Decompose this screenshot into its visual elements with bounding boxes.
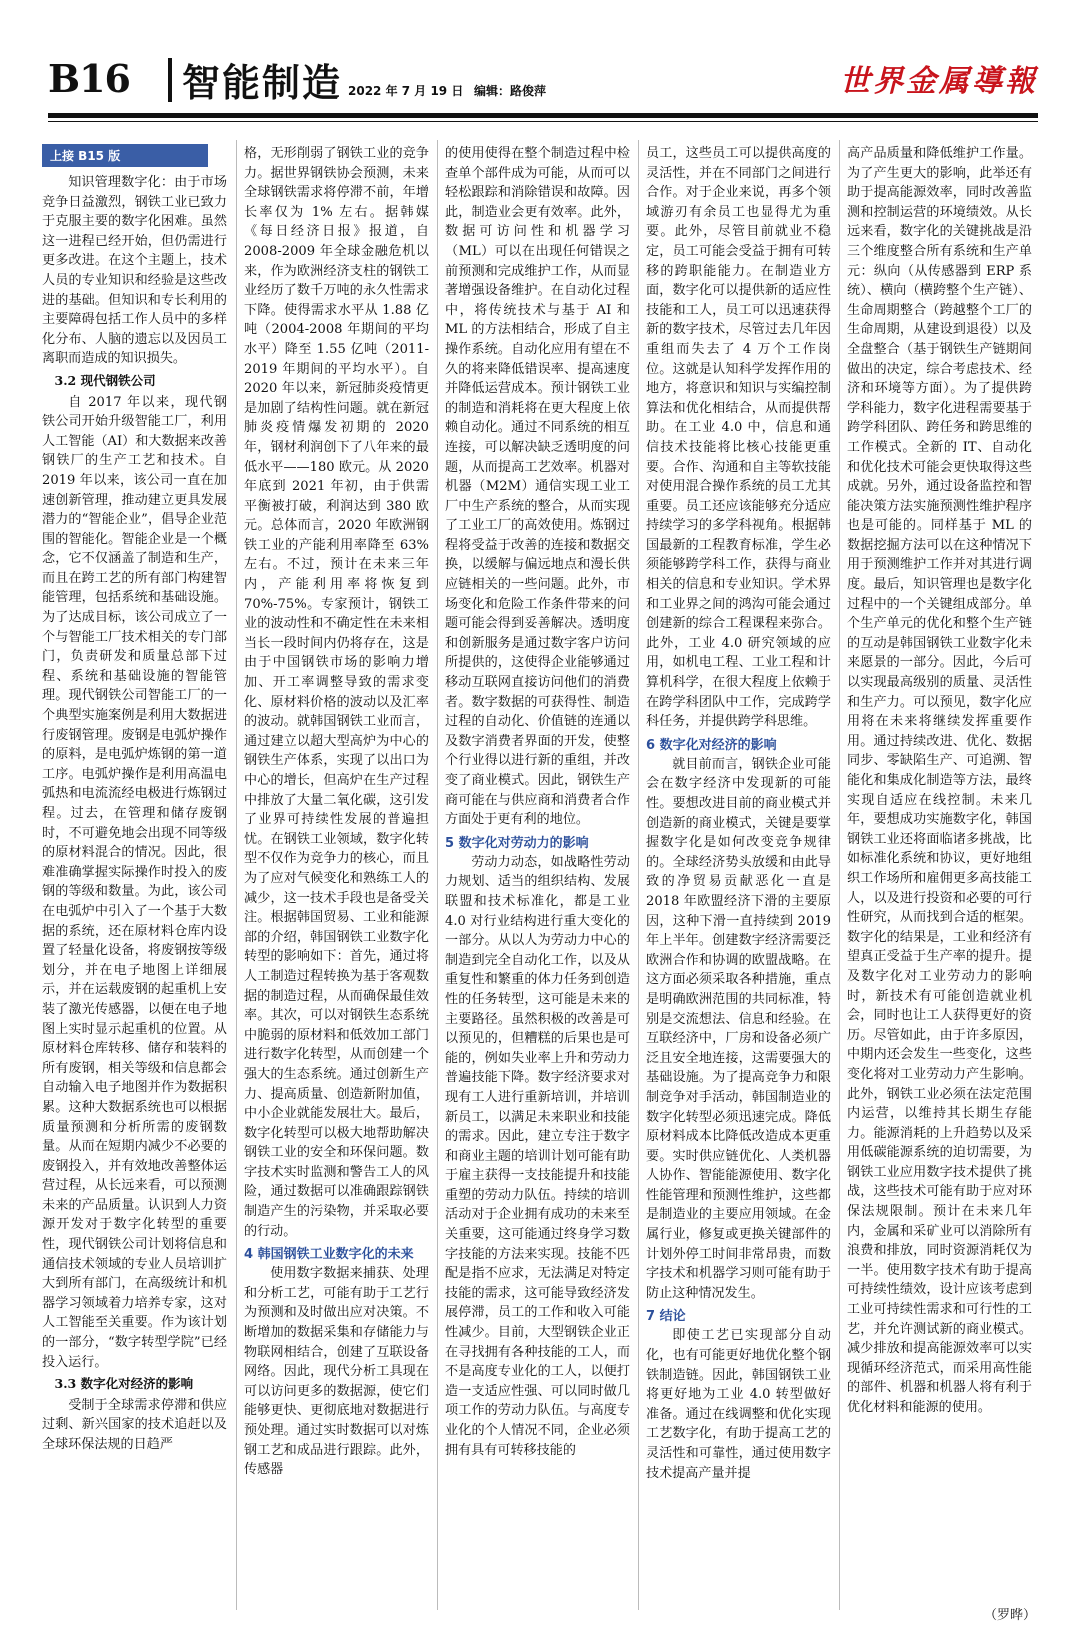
article-column-2 [244,144,429,1624]
continued-from-badge: 上接 B15 版 [42,144,208,167]
editor-credit: 编辑：路俊萍 [474,84,547,98]
paragraph: 受制于全球需求停滞和供应过剩、新兴国家的技术追赶以及全球环保法规的日趋严 [42,1397,227,1452]
paragraph: 劳动力动态，如战略性劳动力规划、适当的组织结构、发展联盟和技术标准化，都是工业 4.0 对行业结构进行重大变化的一部分。从以人为劳动力中心的制造到完全自动化工作，以及从重复性和繁重的体力任务到创造性的任务转型，这可能是未来的主要路径。虽然积极的改善是可以预见的，但糟糕的后果也是可能的，例如失业率上升和劳动力普遍技能下降。数字经济要求对现有工人进行重新培训，并培训新员工，以满足未来职业和技能的需求。因此，建立专注于数字和商业主题的培训计划可能有助于雇主获得一支技能提升和技能重塑的劳动力队伍。持续的培训活动对于企业拥有成功的未来至关重要，这可能通过终身学习数字技能的方法来实现。技能不匹配是指不应求，无法满足对特定技能的需求，这可能导致经济发展停滞，员工的工作和收入可能性减少。目前，大型钢铁企业正在寻找拥有各种技能的工人，而不是高度专业化的工人，以便打造一支适应性强、可以同时做几项工作的劳动力队伍。与高度专业化的个人情况不同，企业必须拥有具有可转移技能的 [445,854,630,1458]
subheading-3-3: 3.3 数字化对经济的影响 [54,1376,194,1392]
article-column-1 [42,144,227,1624]
paragraph: 自 2017 年以来，现代钢铁公司开始升级智能工厂，利用人工智能（AI）和大数据来改善钢铁厂的生产工艺和技术。自 2019 年以来，该公司一直在加速创新管理，推动建立更具发展潜力的“智能企业”，倡导企业范围的智能化。智能企业是一个概念，它不仅涵盖了制造和生产，而且在跨工艺的所有部门构建智能管理，包括系统和基础设施。为了达成目标，该公司成立了一个与智能工厂技术相关的专门部门，负责研发和质量总部下过程、系统和基础设施的智能管理。现代钢铁公司智能工厂的一个典型实施案例是利用大数据进行废钢管理。废钢是电弧炉操作的原料，是电弧炉炼钢的第一道工序。电弧炉操作是利用高温电弧热和电流流经电极进行炼钢过程。过去，在管理和储存废钢时，不可避免地会出现不同等级的原材料混合的情况。因此，很难准确掌握实际操作时投入的废钢的等级和数量。为此，该公司在电弧炉中引入了一个基于大数据的系统，还在原材料仓库内设置了轻量化设备，将废钢按等级划分，并在电子地图上详细展示，并在运载废钢的起重机上安装了激光传感器，以便在电子地图上实时显示起重机的位置。从原材料仓库转移、储存和装料的所有废钢，相关等级和信息都会自动输入电子地图并作为数据积累。这种大数据系统也可以根据质量预测和分析所需的废钢数量。从而在短期内减少不必要的废钢投入，并有效地改善整体运营过程，从长远来看，可以预测未来的产品质量。认识到人力资源开发对于数字化转型的重要性，现代钢铁公司计划将信息和通信技术领域的专业人员培训扩大到所有部门，在高级统计和机器学习领域着力培养专家，这对人工智能至关重要。作为该计划的一部分，“数字转型学院”已经投入运行。 [42,394,227,1370]
section-title: 智能制造 [182,61,343,105]
paragraph: 员工，这些员工可以提供高度的灵活性，并在不同部门之间进行合作。对于企业来说，再多个领域游刃有余员工也显得尤为重要。此外，尽管目前就业不稳定，员工可能会受益于拥有可转移的跨职能能力。在制造业方面，数字化可以提供新的适应性技能和工人，员工可以迅速获得新的数字技术，尽管过去几年因重组而失去了 4 万个工作岗位。这就是认知科学发挥作用的地方，将意识和知识与实编控制算法和优化相结合，从而提供帮助。在工业 4.0 中，信息和通信技术技能将比核心技能更重要。合作、沟通和自主等软技能对使用混合操作系统的员工尤其重要。员工还应该能够充分适应持续学习的多学科视角。根据韩国最新的工程教育标准，学生必须能够跨学科工作，获得与商业相关的信息和专业知识。学术界和工业界之间的鸿沟可能会通过创建新的综合工程课程来弥合。此外，工业 4.0 研究领域的应用，如机电工程、工业工程和计算机科学，在很大程度上依赖于在跨学科团队中工作，完成跨学科任务，并提供跨学科思维。 [646,146,831,730]
section-heading-7: 7 结论 [646,1309,686,1325]
article-column-5 [847,144,1032,1624]
column-divider [236,140,237,1610]
paragraph: 使用数字数据来捕获、处理和分析工艺，可能有助于工艺行为预测和及时做出应对决策。不断增加的数据采集和存储能力与物联网相结合，创建了互联设备网络。因此，现代分析工具现在可以访问更多的数据源，使它们能够更快、更彻底地对数据进行预处理。通过实时数据可以对炼钢工艺和成品进行跟踪。此外，传感器 [244,1266,429,1478]
issue-date: 2022 年 7 月 19 日 [348,84,464,98]
column-divider [437,140,438,1610]
page-number: B16 [48,56,130,101]
column-divider [839,140,840,1610]
subheading-3-2: 3.2 现代钢铁公司 [54,372,156,388]
section-heading-5: 5 数字化对劳动力的影响 [445,835,589,851]
article-column-3 [445,144,630,1624]
paragraph: 即使工艺已实现部分自动化，也有可能更好地优化整个钢铁制造链。因此，韩国钢铁工业将更好地为工业 4.0 转型做好准备。通过在线调整和优化实现工艺数字化，有助于提高工艺的灵活性和可靠性，通过使用数字技术提高产量并提 [646,1328,831,1481]
article-column-4 [646,144,831,1624]
paragraph: 高产品质量和降低维护工作量。为了产生更大的影响，此举还有助于提高能源效率，同时改善监测和控制运营的环境绩效。从长远来看，数字化的关键挑战是沿三个维度整合所有系统和生产单元：纵向（从传感器到 ERP 系统）、横向（横跨整个生产链）、生命周期整合（跨越整个工厂的生命周期，从建设到退役）以及全盘整合（基于钢铁生产链期间做出的决定，综合考虑技术、经济和环境等方面）。为了提供跨学科能力，数字化进程需要基于跨学科团队、跨任务和跨思维的工作模式。全新的 IT、自动化和优化技术可能会更快取得这些成就。另外，通过设备监控和智能决策方法实施预测性维护程序也是可能的。同样基于 ML 的数据挖掘方法可以在这种情况下用于预测维护工作并对其进行调度。最后，知识管理也是数字化过程中的一个关键组成部分。单个生产单元的优化和整个生产链的互动是韩国钢铁工业数字化未来愿景的一部分。因此，今后可以实现最高级别的质量、灵活性和生产力。可以预见，数字化应用将在未来将继续发挥重要作用。通过持续改进、优化、数据同步、零缺陷生产、可追溯、智能化和集成化制造等方法，最终实现自适应在线控制。未来几年，要想成功实施数字化，韩国钢铁工业还将面临诸多挑战，比如标准化系统和协议，更好地组织工作场所和雇佣更多高技能工人，以及进行投资和必要的可行性研究，从而找到合适的框架。数字化的结果是，工业和经济有望真正受益于生产率的提升。提及数字化对工业劳动力的影响时，新技术有可能创造就业机会，同时也让工人获得更好的资历。尽管如此，由于许多原因，中期内还会发生一些变化，这些变化将对工业劳动力产生影响。此外，钢铁工业必须在法定范围内运营，以维持其长期生存能力。能源消耗的上升趋势以及采用低碳能源系统的迫切需要，为钢铁工业应用数字技术提供了挑战，这些技术可能有助于应对环保法规限制。预计在未来几年内，金属和采矿业可以消除所有浪费和排放，同时资源消耗仅为一半。使用数字技术有助于提高可持续性绩效，设计应该考虑到工业可持续性需求和可行性的工艺，并允许测试新的商业模式。减少排放和提高能源效率可以实现循环经济范式，而采用高性能的部件、机器和机器人将有利于优化材料和能源的使用。 [847,146,1032,1415]
newspaper-logo: 世界金属導報 [840,64,1038,99]
section-heading-6: 6 数字化对经济的影响 [646,737,777,753]
paragraph: 格，无形削弱了钢铁工业的竞争力。据世界钢铁协会预测，未来全球钢铁需求将停滞不前，年增长率仅为 1% 左右。据韩媒《每日经济日报》报道，自 2008-2009 年全球金融危机以来，作为欧洲经济支柱的钢铁工业经历了数千万吨的永久性需求下降。使得需求水平从 1.88 亿吨（2004-2008 年期间的平均水平）降至 1.55 亿吨（2011-2019 年期间的平均水平）。自 2020 年以来，新冠肺炎疫情更是加剧了结构性问题。就在新冠肺炎疫情爆发初期的 2020 年，钢材利润创下了八年来的最低水平——180 欧元。从 2020 年底到 2021 年初，由于供需平衡被打破，利润达到 380 欧元。总体而言，2020 年欧洲钢铁工业的产能利用率降至 63% 左右。不过，预计在未来三年内，产能利用率将恢复到 70%-75%。专家预计，钢铁工业的波动性和不确定性在未来相当长一段时间内仍将存在，这是由于中国钢铁市场的影响力增加、开工率调整导致的需求变化、原材料价格的波动以及汇率的波动。就韩国钢铁工业而言，通过建立以超大型高炉为中心的钢铁生产体系，实现了以出口为中心的增长，但高炉在生产过程中排放了大量二氧化碳，这引发了业界可持续性发展的普遍担忧。在钢铁工业领域，数字化转型不仅作为竞争力的核心，而且为了应对气候变化和熟练工人的减少，这一技术手段也是备受关注。根据韩国贸易、工业和能源部的介绍，韩国钢铁工业数字化转型的影响如下：首先，通过将人工制造过程转换为基于客观数据的制造过程，从而确保最佳效率。其次，可以对钢铁生态系统中脆弱的原材料和低效加工部门进行数字化转型，从而创建一个强大的生态系统。通过创新生产力、提高质量、创造新附加值，中小企业就能发展壮大。最后，数字化转型可以极大地帮助解决钢铁工业的安全和环保问题。数字技术实时监测和警告工人的风险，通过数据可以准确跟踪钢铁制造产生的污染物，并采取必要的行动。 [244,146,429,1239]
paragraph: 就目前而言，钢铁企业可能会在数字经济中发现新的可能性。要想改进目前的商业模式并创造新的商业模式，关键是要掌握数字化是如何改变竞争规律的。全球经济势头放缓和由此导致的净贸易贡献恶化一直是 2018 年欧盟经济下滑的主要原因，这种下滑一直持续到 2019 年上半年。创建数字经济需要泛欧洲合作和协调的欧盟战略。在这方面必须采取各种措施，重点是明确欧洲范围的共同标准，特别是交流想法、信息和经验。在互联经济中，厂房和设备必须广泛且安全地连接，这需要强大的基础设施。为了提高竞争力和限制竞争对手活动，韩国制造业的数字化转型必须迅速完成。降低原材料成本比降低改造成本更重要。实时供应链优化、人类机器人协作、智能能源使用、数字化性能管理和预测性维护，这些都是制造业的主要应用领域。在金属行业，修复或更换关键部件的计划外停工时间非常昂贵，而数字技术和机器学习则可能有助于防止这种情况发生。 [646,756,831,1301]
column-divider [638,140,639,1610]
section-heading-4: 4 韩国钢铁工业数字化的未来 [244,1247,414,1263]
author-credit: （罗晔） [983,1608,1036,1623]
header-rule-thin [48,121,1038,122]
paragraph: 的使用使得在整个制造过程中检查单个部件成为可能，从而可以轻松跟踪和消除错误和故障。因此，制造业会更有效率。此外，数据可访问性和机器学习（ML）可以在出现任何错误之前预测和完成维护工作，从而显著增强设备维护。在自动化过程中，将传统技术与基于 AI 和 ML 的方法相结合，形成了自主操作系统。自动化应用有望在不久的将来降低错误率、提高速度并降低运营成本。预计钢铁工业的制造和消耗将在更大程度上依赖自动化。通过不同系统的相互连接，可以解决缺乏透明度的问题，从而提高工艺效率。机器对机器（M2M）通信实现工业工厂中生产系统的整合，从而实现了工业工厂的高效使用。炼钢过程将受益于改善的连接和数据交换，以缓解与偏远地点和漫长供应链相关的一些问题。此外，市场变化和危险工作条件带来的问题可能会得到妥善解决。透明度和创新服务是通过数字客户访问所提供的，这使得企业能够通过移动互联网直接访问他们的消费者。数字数据的可获得性、制造过程的自动化、价值链的连通以及数字消费者界面的开发，使整个行业得以进行新的重组，并改变了商业模式。因此，钢铁生产商可能在与供应商和消费者合作方面处于更有利的地位。 [445,146,630,828]
header-rule-thick [48,113,1038,118]
paragraph: 知识管理数字化：由于市场竞争日益激烈，钢铁工业已致力于克服主要的数字化困难。虽然这一进程已经开始，但仍需进行更多改进。在这个主题上，技术人员的专业知识和经验是这些改进的基础。但知识和专长利用的主要障碍包括工作人员中的多样化分布、人脑的遗忘以及因员工离职而造成的知识损失。 [42,175,227,367]
masthead [48,52,1038,114]
masthead-divider [168,58,172,102]
